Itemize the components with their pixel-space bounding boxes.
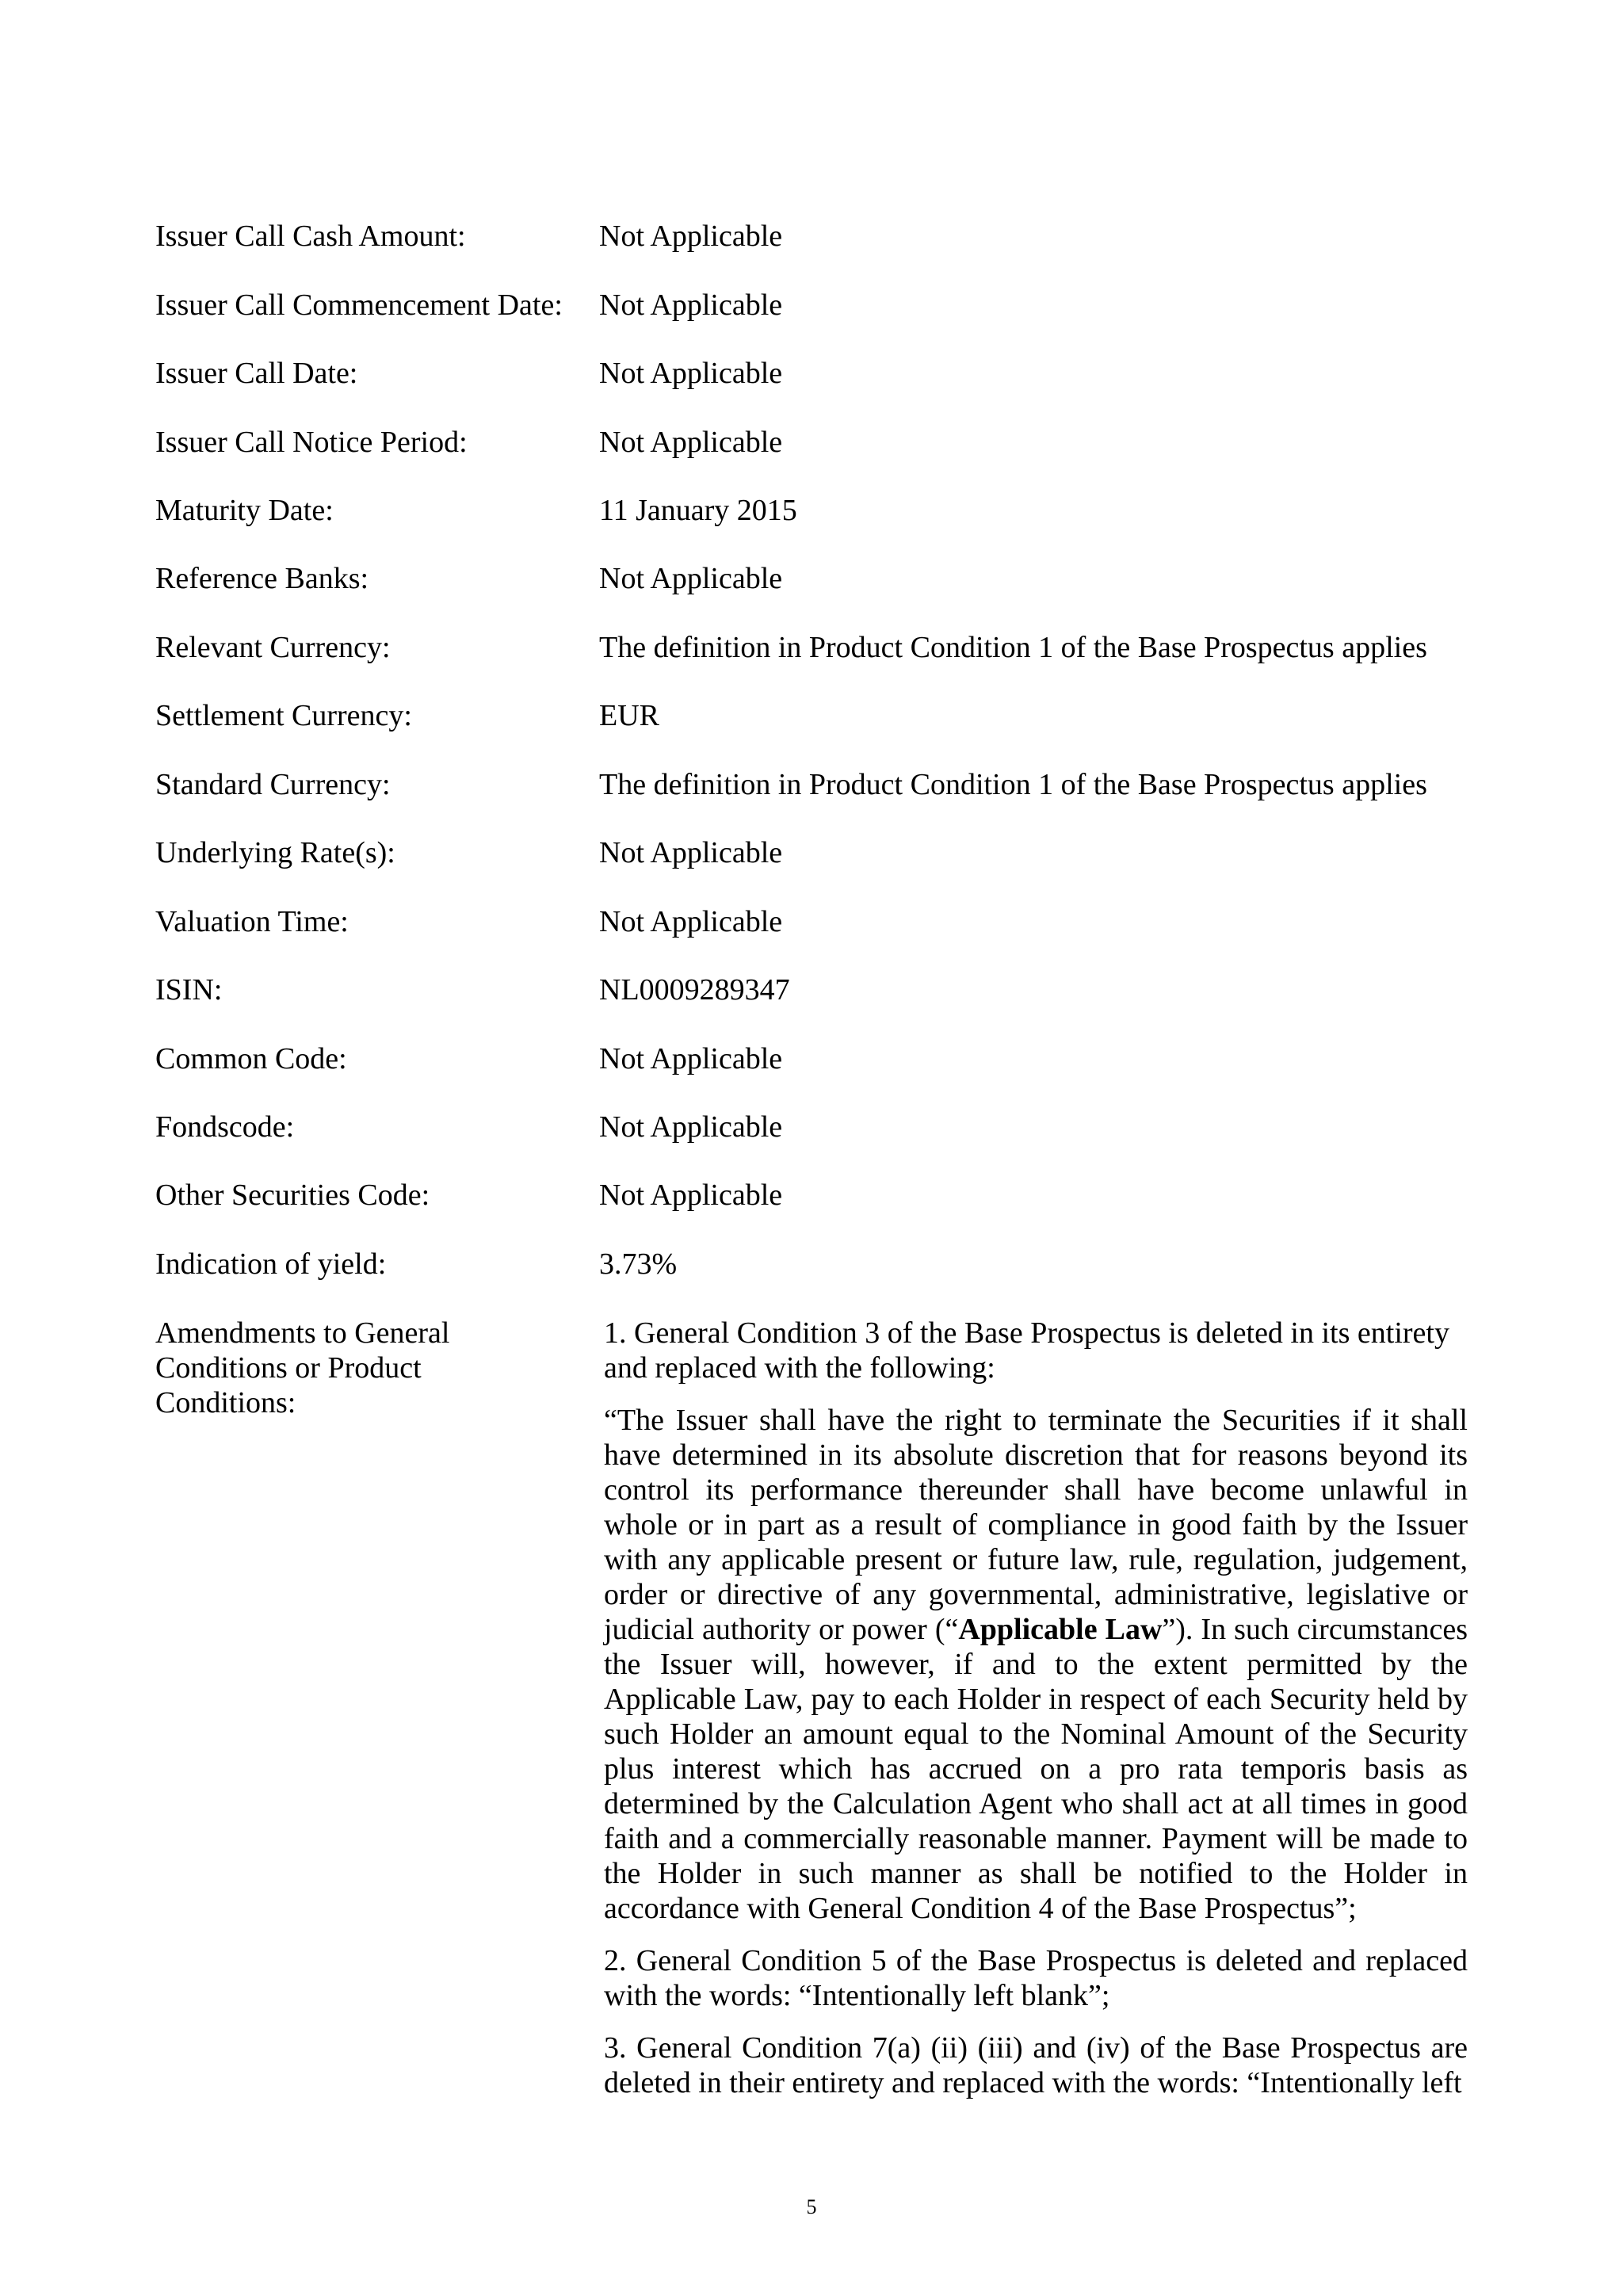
term-row-common-code [155,1035,1471,1083]
term-row-reference-banks [155,555,1471,602]
term-value: Not Applicable [599,426,783,459]
term-row-issuer-call-cash-amount [155,212,1471,260]
term-label: Other Securities Code: [155,1179,430,1212]
term-row-issuer-call-commencement-date [155,281,1471,329]
term-value: 3.73% [599,1247,678,1281]
term-row-relevant-currency [155,624,1471,671]
amendments-body [604,1316,1468,2118]
term-value: Not Applicable [599,288,783,322]
amendment-paragraph-4: 3. General Condition 7(a) (ii) (iii) and (iv) of the Base Prospectus are deleted in their entirety and replaced with the words: “Intentionally left [604,2031,1468,2099]
term-label: Issuer Call Commencement Date: [155,288,563,322]
term-label: Issuer Call Date: [155,357,358,390]
amendment-paragraph-2 [604,1403,1468,1926]
term-value: 11 January 2015 [599,494,797,527]
term-value: Not Applicable [599,905,783,938]
term-row-fondscode [155,1103,1471,1151]
term-label: Standard Currency: [155,768,391,801]
applicable-law-term: Applicable Law [958,1613,1163,1646]
amendment-paragraph-2-text-start: “The Issuer shall have the right to terminate the Securities if it shall have determined in its absolute discretion that for reasons beyond its control its performance thereunder shall have become unlawful in whole or in part as a result of compliance in good faith by the Issuer with any applicable present or future law, rule, regulation, judgement, order or directive of any governmental, administrative, legislative or judicial authority or power (“ [604,1404,1468,1646]
term-row-other-securities-code [155,1171,1471,1219]
term-row-underlying-rates [155,829,1471,877]
term-value: The definition in Product Condition 1 of the Base Prospectus applies [599,768,1427,801]
amendment-paragraph-2-text-end: ”). In such circumstances the Issuer will, however, if and to the extent permitted by the Applicable Law, pay to each Holder in respect of each Security held by such Holder an amount equal to the Nominal Amount of the Security plus interest which has accrued on a pro rata temporis basis as determined by the Calculation Agent who shall act at all times in good faith and a commercially reasonable manner. Payment will be made to the Holder in such manner as shall be notified to the Holder in accordance with General Condition 4 of the Base Prospectus”; [604,1613,1468,1925]
term-label: Underlying Rate(s): [155,836,395,869]
term-value: Not Applicable [599,1179,783,1212]
term-row-maturity-date [155,487,1471,534]
term-label: Settlement Currency: [155,699,412,732]
term-value: Not Applicable [599,562,783,595]
term-label: Relevant Currency: [155,631,391,664]
term-label: Fondscode: [155,1110,295,1144]
term-label: Common Code: [155,1042,347,1075]
term-label: Issuer Call Cash Amount: [155,220,466,253]
term-value: Not Applicable [599,220,783,253]
term-value: NL0009289347 [599,973,790,1007]
term-label: Issuer Call Notice Period: [155,426,468,459]
term-row-settlement-currency [155,692,1471,739]
term-row-valuation-time [155,898,1471,946]
term-value: Not Applicable [599,1042,783,1075]
term-value: EUR [599,699,659,732]
term-row-isin [155,966,1471,1014]
amendments-label: Amendments to General Conditions or Product Conditions: [155,1316,450,1419]
term-label: Reference Banks: [155,562,369,595]
term-row-indication-of-yield [155,1240,1471,1288]
term-label: Maturity Date: [155,494,334,527]
term-value: Not Applicable [599,1110,783,1144]
term-row-issuer-call-notice-period [155,418,1471,466]
amendment-paragraph-1: 1. General Condition 3 of the Base Prospectus is deleted in its entirety and replaced with the following: [604,1316,1449,1385]
term-row-issuer-call-date [155,350,1471,397]
term-label: Indication of yield: [155,1247,387,1281]
page-number: 5 [806,2195,817,2218]
term-value: Not Applicable [599,836,783,869]
term-value: The definition in Product Condition 1 of the Base Prospectus applies [599,631,1427,664]
amendment-paragraph-3: 2. General Condition 5 of the Base Prospectus is deleted and replaced with the words: “Intentionally left blank”; [604,1944,1468,2012]
term-value: Not Applicable [599,357,783,390]
term-label: ISIN: [155,973,223,1007]
term-label: Valuation Time: [155,905,349,938]
term-row-standard-currency [155,761,1471,808]
